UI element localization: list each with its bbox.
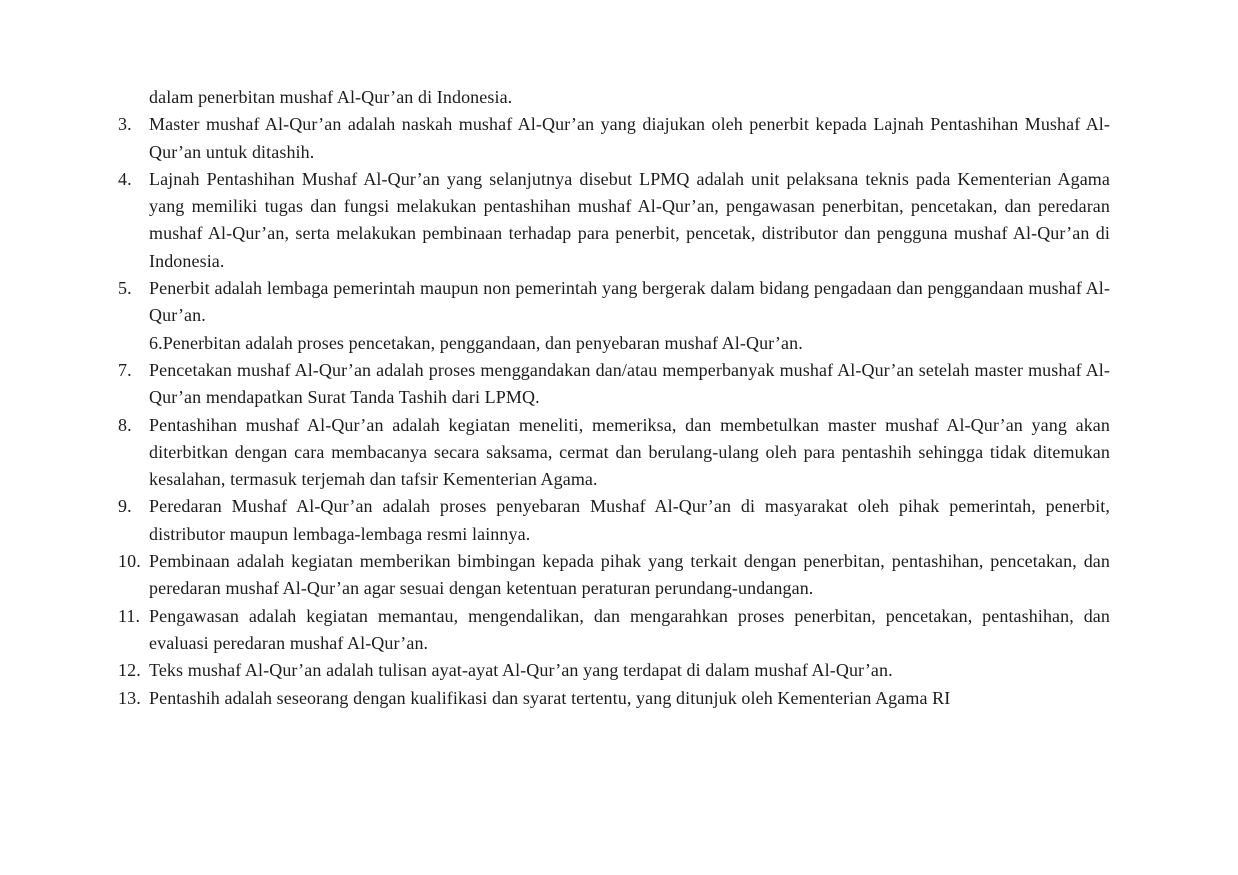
list-item-number: 11. [118,605,141,626]
list-item-number: 3. [118,114,132,135]
list-item-text: Teks mushaf Al-Qur’an adalah tulisan ayat-ayat Al-Qur’an yang terdapat di dalam mushaf Al-Qur’an. [149,660,893,681]
list-item-number: 5. [118,278,132,299]
list-item [118,111,1110,166]
list-item [118,603,1110,658]
paragraph-continuation: dalam penerbitan mushaf Al-Qur’an di Indonesia. [149,87,513,107]
list-item [118,166,1110,275]
list-item-number: 13. [118,687,141,708]
list-item-text: Pembinaan adalah kegiatan memberikan bimbingan kepada pihak yang terkait dengan penerbitan, pentashihan, pencetakan, dan peredaran mushaf Al-Qur’an agar sesuai dengan ketentuan peraturan perundang-undangan. [149,551,1110,599]
list-item-text: Pentashihan mushaf Al-Qur’an adalah kegiatan meneliti, memeriksa, dan membetulkan master mushaf Al-Qur’an yang akan diterbitkan dengan cara membacanya secara saksama, cermat dan berulang-ulang oleh para pentashih sehingga tidak ditemukan kesalahan, termasuk terjemah dan tafsir Kementerian Agama. [149,414,1110,490]
list-item-number: 8. [118,414,132,435]
list-item-text: Lajnah Pentashihan Mushaf Al-Qur’an yang selanjutnya disebut LPMQ adalah unit pelaksana teknis pada Kementerian Agama yang memiliki tugas dan fungsi melakukan pentashihan mushaf Al-Qur’an, pengawasan penerbitan, pencetakan, dan peredaran mushaf Al-Qur’an, serta melakukan pembinaan terhadap para penerbit, pencetak, distributor dan pengguna mushaf Al-Qur’an di Indonesia. [149,168,1110,271]
list-item-number: 9. [118,496,132,517]
list-item [118,330,1110,357]
list-item-text: Penerbit adalah lembaga pemerintah maupun non pemerintah yang bergerak dalam bidang pengadaan dan penggandaan mushaf Al-Qur’an. [149,278,1110,326]
document-body [118,84,1110,712]
list-item-text: Peredaran Mushaf Al-Qur’an adalah proses penyebaran Mushaf Al-Qur’an di masyarakat oleh pihak pemerintah, penerbit, distributor maupun lembaga-lembaga resmi lainnya. [149,496,1110,544]
list-item [118,357,1110,412]
list-item-number: 4. [118,168,132,189]
list-item-number: 10. [118,551,141,572]
list-item [118,548,1110,603]
list-item-text: Pengawasan adalah kegiatan memantau, mengendalikan, dan mengarahkan proses penerbitan, pencetakan, pentashihan, dan evaluasi peredaran mushaf Al-Qur’an. [149,605,1110,653]
list-item-text: Pencetakan mushaf Al-Qur’an adalah proses menggandakan dan/atau memperbanyak mushaf Al-Qur’an setelah master mushaf Al-Qur’an mendapatkan Surat Tanda Tashih dari LPMQ. [149,359,1110,408]
list-item [118,657,1110,684]
list-item-text: Master mushaf Al-Qur’an adalah naskah mushaf Al-Qur’an yang diajukan oleh penerbit kepada Lajnah Pentashihan Mushaf Al-Qur’an untuk ditashih. [149,114,1110,162]
list-item [118,493,1110,548]
list-item-number [118,330,149,357]
list-item [118,275,1110,330]
list-item-number: 7. [118,359,132,380]
list-item-text: Pentashih adalah seseorang dengan kualifikasi dan syarat tertentu, yang ditunjuk oleh Kementerian Agama RI [149,687,951,708]
list-item-number: 12. [118,660,141,681]
list-item [118,412,1110,494]
list-item-text: 6.Penerbitan adalah proses pencetakan, penggandaan, dan penyebaran mushaf Al-Qur’an. [149,332,803,353]
list-item [118,685,1110,712]
